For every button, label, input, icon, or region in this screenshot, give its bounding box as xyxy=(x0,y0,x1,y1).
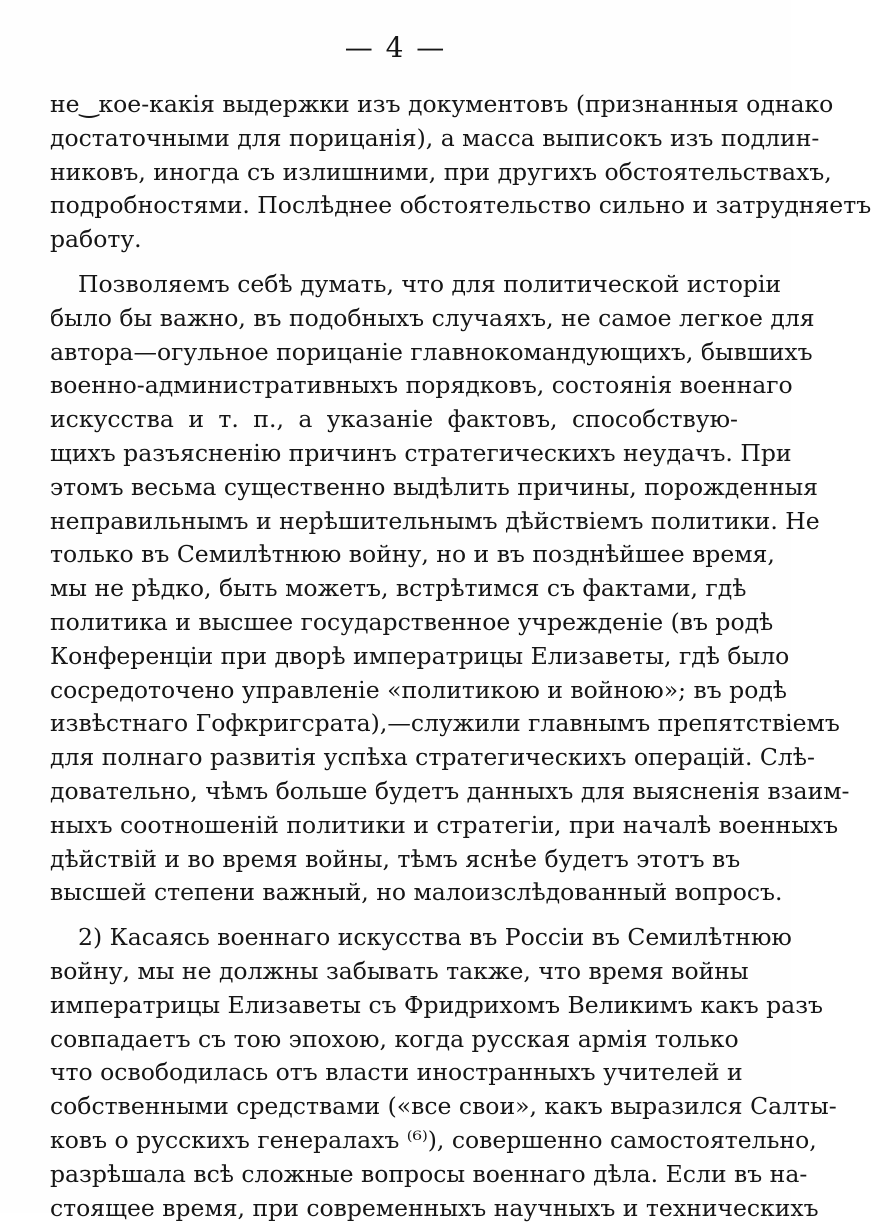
text-line: войну, мы не должны забывать также, что время войны xyxy=(50,955,738,989)
body-text xyxy=(50,88,738,1225)
paragraph-gap xyxy=(50,910,738,921)
text-line: разрѣшала всѣ сложные вопросы военнаго дѣла. Если въ на- xyxy=(50,1158,738,1192)
text-line: императрицы Елизаветы съ Фридрихомъ Великимъ какъ разъ xyxy=(50,989,738,1023)
text-line: мы не рѣдко, быть можетъ, встрѣтимся съ фактами, гдѣ xyxy=(50,572,738,606)
text-line: дѣйствій и во время войны, тѣмъ яснѣе будетъ этотъ въ xyxy=(50,843,738,877)
text-line: только въ Семилѣтнюю войну, но и въ позднѣйшее время, xyxy=(50,538,738,572)
text-line: щихъ разъясненію причинъ стратегическихъ неудачъ. При xyxy=(50,437,738,471)
text-line: подробностями. Послѣднее обстоятельство сильно и затрудняетъ xyxy=(50,189,738,223)
text-line: сосредоточено управленіе «политикою и войною»; въ родѣ xyxy=(50,674,738,708)
text-line: Конференціи при дворѣ императрицы Елизаветы, гдѣ было xyxy=(50,640,738,674)
text-line: высшей степени важный, но малоизслѣдованный вопросъ. xyxy=(50,876,738,910)
page-number: — 4 — xyxy=(0,30,791,66)
text-line: достаточными для порицанія), а масса выписокъ изъ подлин- xyxy=(50,122,738,156)
text-line: ныхъ соотношеній политики и стратегіи, при началѣ военныхъ xyxy=(50,809,738,843)
text-line: собственными средствами («все свои», какъ выразился Салты- xyxy=(50,1090,738,1124)
paragraph-gap xyxy=(50,257,738,268)
text-line: военно-административныхъ порядковъ, состоянія военнаго xyxy=(50,369,738,403)
text-line: политика и высшее государственное учрежденіе (въ родѣ xyxy=(50,606,738,640)
text-line: этомъ весьма существенно выдѣлить причины, порожденныя xyxy=(50,471,738,505)
text-line: что освободилась отъ власти иностранныхъ учителей и xyxy=(50,1056,738,1090)
text-line: совпадаетъ съ тою эпохою, когда русская армія только xyxy=(50,1023,738,1057)
text-line: извѣстнаго Гофкригсрата),—служили главнымъ препятствіемъ xyxy=(50,707,738,741)
text-line: 2) Касаясь военнаго искусства въ Россіи въ Семилѣтнюю xyxy=(50,921,738,955)
text-line: было бы важно, въ подобныхъ случаяхъ, не самое легкое для xyxy=(50,302,738,336)
text-line: ковъ о русскихъ генералахъ ⁽⁶⁾), совершенно самостоятельно, xyxy=(50,1124,738,1158)
text-line: для полнаго развитія успѣха стратегическихъ операцій. Слѣ- xyxy=(50,741,738,775)
text-line: Позволяемъ себѣ думать, что для политической исторіи xyxy=(50,268,738,302)
text-line: не‿кое-какія выдержки изъ документовъ (признанныя однако xyxy=(50,88,738,122)
text-line: автора—огульное порицаніе главнокомандующихъ, бывшихъ xyxy=(50,336,738,370)
paragraph-3 xyxy=(50,921,738,1225)
paragraph-1 xyxy=(50,88,738,257)
text-line: работу. xyxy=(50,223,738,257)
text-line: никовъ, иногда съ излишними, при другихъ обстоятельствахъ, xyxy=(50,156,738,190)
text-line: стоящее время, при современныхъ научныхъ и техническихъ xyxy=(50,1192,738,1225)
text-line: довательно, чѣмъ больше будетъ данныхъ для выясненія взаим- xyxy=(50,775,738,809)
text-line: искусства и т. п., а указаніе фактовъ, способствую- xyxy=(50,403,738,437)
paragraph-2 xyxy=(50,268,738,910)
text-line: неправильнымъ и нерѣшительнымъ дѣйствіемъ политики. Не xyxy=(50,505,738,539)
